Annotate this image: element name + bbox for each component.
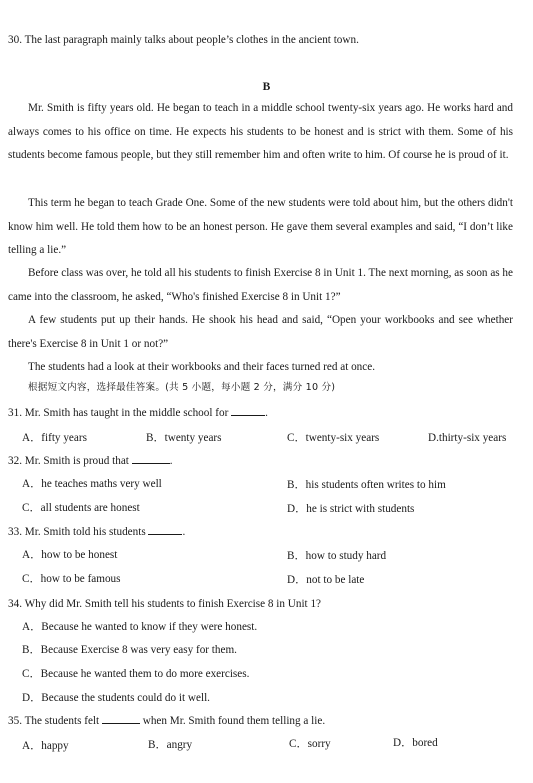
option-34-a: A．Because he wanted to know if they were honest. bbox=[22, 621, 258, 633]
option-32-d: D．he is strict with students bbox=[287, 503, 415, 515]
passage-paragraph-2: This term he began to teach Grade One. Some of the new students were told about him, but the others didn't know him well. He told them how to be an honest person. He gave them several examples and said, “I don’t like telling a lie.” bbox=[8, 197, 513, 257]
answer-blank bbox=[102, 714, 140, 724]
question-33: 33. Mr. Smith told his students . bbox=[8, 526, 186, 538]
passage-paragraph-3: Before class was over, he told all his students to finish Exercise 8 in Unit 1. The next morning, as soon as he came into the classroom, he asked, “Who's finished Exercise 8 in Unit 1?” bbox=[8, 267, 513, 303]
option-31-a: A．fifty years bbox=[22, 432, 87, 444]
option-35-c: C．sorry bbox=[289, 738, 331, 750]
option-35-a: A．happy bbox=[22, 740, 69, 752]
option-32-c: C．all students are honest bbox=[22, 502, 140, 514]
question-35: 35. The students felt when Mr. Smith found them telling a lie. bbox=[8, 715, 326, 727]
question-34: 34. Why did Mr. Smith tell his students to finish Exercise 8 in Unit 1? bbox=[8, 598, 322, 610]
option-34-b: B．Because Exercise 8 was very easy for them. bbox=[22, 644, 237, 656]
instruction-text: 根据短文内容，选择最佳答案。(共 5 小题，每小题 2 分，满分 10 分) bbox=[28, 382, 336, 393]
option-31-b: B．twenty years bbox=[146, 432, 222, 444]
section-title: B bbox=[262, 81, 271, 93]
answer-blank bbox=[231, 406, 265, 416]
option-33-d: D．not to be late bbox=[287, 574, 365, 586]
option-34-d: D．Because the students could do it well. bbox=[22, 692, 210, 704]
option-33-b: B．how to study hard bbox=[287, 550, 387, 562]
passage-paragraph-5: The students had a look at their workbooks and their faces turned red at once. bbox=[28, 361, 376, 373]
passage-paragraph-1: Mr. Smith is fifty years old. He began to teach in a middle school twenty-six years ago. He works hard and always comes to his office on time. He expects his students to be honest and is strict with them. Some of his students become famous people, but they still remember him and often write to him. Of course he is proud of it. bbox=[8, 102, 513, 162]
option-33-c: C．how to be famous bbox=[22, 573, 121, 585]
option-31-c: C．twenty-six years bbox=[287, 432, 380, 444]
answer-blank bbox=[148, 525, 182, 535]
question-32: 32. Mr. Smith is proud that . bbox=[8, 455, 173, 467]
option-32-b: B．his students often writes to him bbox=[287, 479, 446, 491]
option-35-d: D．bored bbox=[393, 737, 438, 749]
option-34-c: C．Because he wanted them to do more exercises. bbox=[22, 668, 250, 680]
option-33-a: A．how to be honest bbox=[22, 549, 118, 561]
question-31: 31. Mr. Smith has taught in the middle school for . bbox=[8, 407, 268, 419]
option-32-a: A．he teaches maths very well bbox=[22, 478, 162, 490]
option-31-d: D.thirty-six years bbox=[428, 432, 507, 444]
answer-blank bbox=[132, 454, 170, 464]
passage-paragraph-4: A few students put up their hands. He shook his head and said, “Open your workbooks and see whether there's Exercise 8 in Unit 1 or not?” bbox=[8, 314, 513, 350]
previous-question-30: 30. The last paragraph mainly talks about people’s clothes in the ancient town. bbox=[8, 34, 359, 46]
option-35-b: B．angry bbox=[148, 739, 193, 751]
